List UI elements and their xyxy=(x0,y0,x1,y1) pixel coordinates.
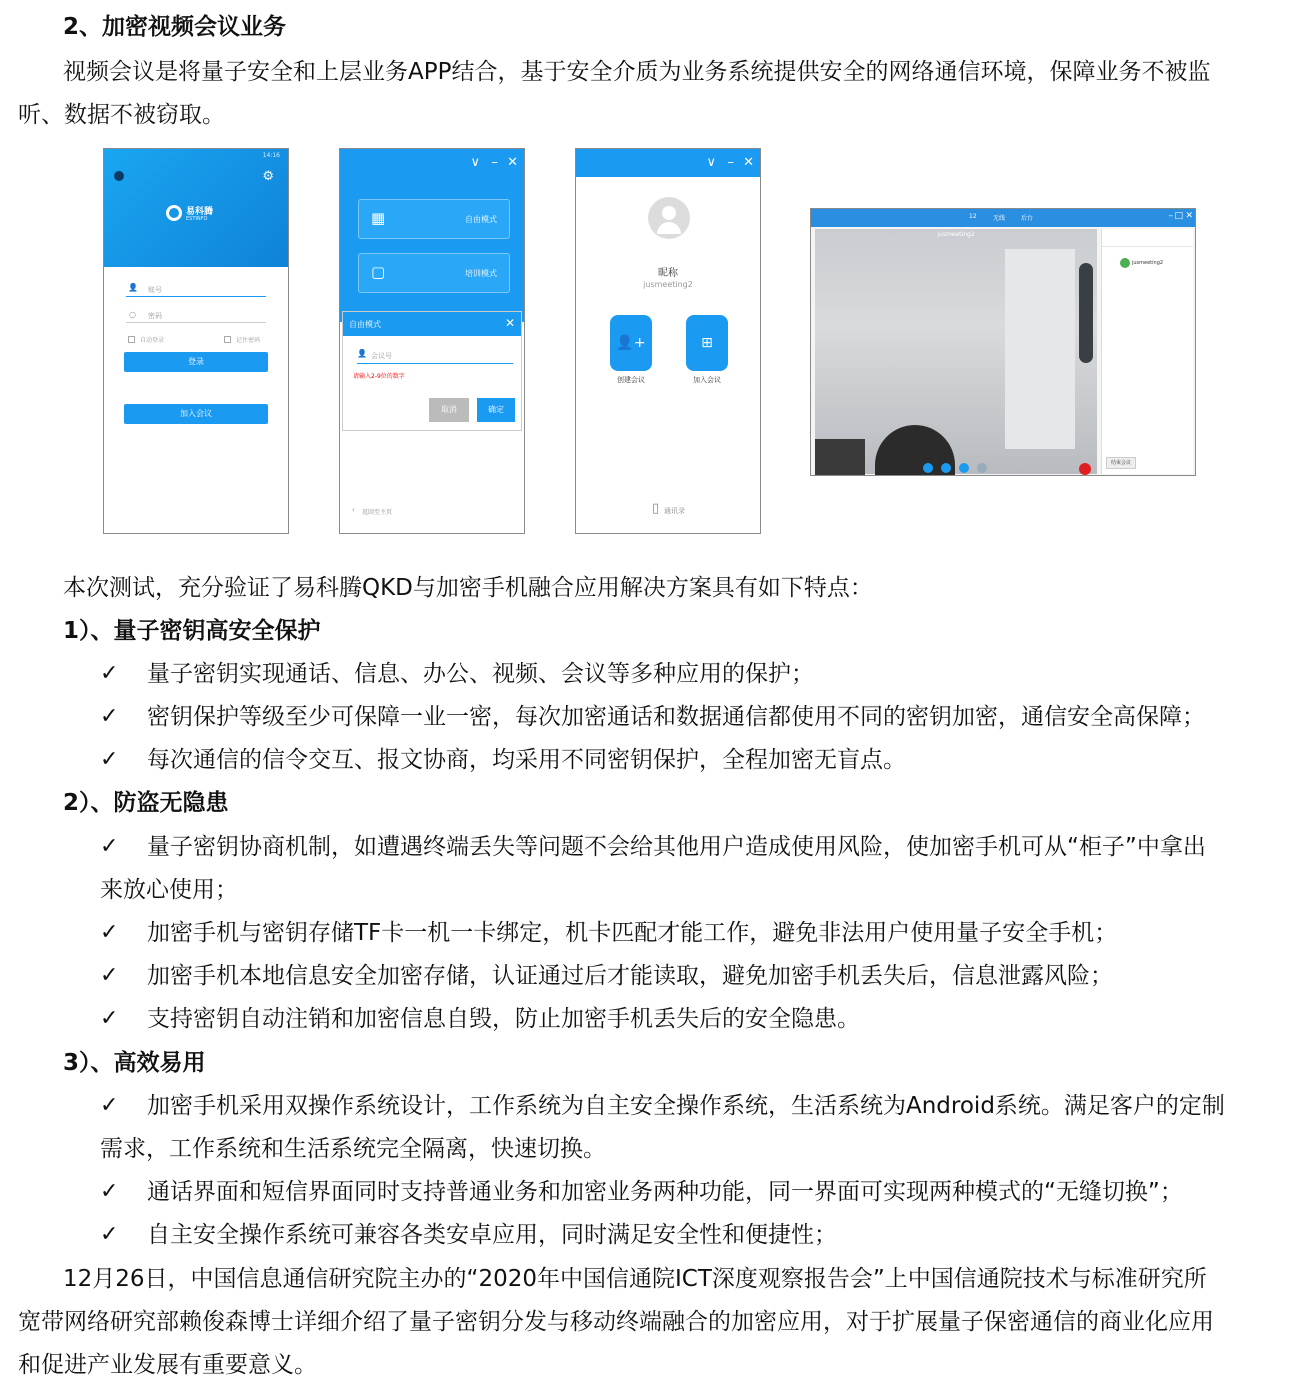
more-icon[interactable] xyxy=(977,463,987,473)
free-mode-button[interactable] xyxy=(358,199,510,239)
minimize-icon[interactable]: – xyxy=(727,155,734,170)
end-meeting-button[interactable]: 结束会议 xyxy=(1106,457,1136,469)
list-item: 密钥保护等级至少可保障一业一密，每次加密通话和数据通信都使用不同的密钥加密，通信安全高保障； xyxy=(147,704,1205,730)
training-mode-label: 培训模式 xyxy=(465,269,497,278)
meeting-number-field[interactable] xyxy=(357,348,513,364)
user-icon: 👤 xyxy=(357,349,367,358)
participant-panel xyxy=(1101,229,1193,474)
video-feed xyxy=(815,229,1097,474)
login-button[interactable]: 登录 xyxy=(124,352,268,372)
close-icon[interactable]: ✕ xyxy=(507,155,518,170)
video-titlebar xyxy=(811,209,1195,227)
meeting-number-placeholder: 会议号 xyxy=(371,352,392,360)
mode-titlebar xyxy=(340,149,524,177)
check-icon: ✓ xyxy=(100,1006,119,1031)
top-stat-2: 无线 xyxy=(993,215,1006,222)
participant-avatar xyxy=(1120,258,1130,268)
hangup-icon[interactable] xyxy=(1079,463,1091,475)
brand-name: 易科腾 xyxy=(186,207,214,217)
list-item: 加密手机本地信息安全加密存储，认证通过后才能读取，避免加密手机丢失后，信息泄露风险； xyxy=(147,963,1113,989)
list-item: 加密手机与密钥存储TF卡一机一卡绑定，机卡匹配才能工作，避免非法用户使用量子安全手机； xyxy=(147,920,1118,946)
top-stat-1: 12 xyxy=(969,213,977,220)
list-item-continuation: 需求，工作系统和生活系统完全隔离，快速切换。 xyxy=(100,1136,606,1162)
list-item: 量子密钥协商机制，如遭遇终端丢失等问题不会给其他用户造成使用风险，使加密手机可从“柜子”中拿出 xyxy=(147,834,1206,860)
check-icon: ✓ xyxy=(100,1093,119,1118)
list-item: 加密手机采用双操作系统设计，工作系统为自主安全操作系统，生活系统为Android系统。满足客户的定制 xyxy=(147,1093,1225,1119)
check-icon: ✓ xyxy=(100,704,119,729)
lock-icon: ○ xyxy=(129,310,136,319)
account-field[interactable] xyxy=(126,281,266,297)
minimize-icon[interactable]: – xyxy=(491,155,498,170)
dialog-titlebar xyxy=(343,312,521,336)
top-stat-3: 后台 xyxy=(1021,215,1034,222)
app-logo-icon xyxy=(114,171,124,181)
check-icon: ✓ xyxy=(100,834,119,859)
list-item-continuation: 来放心使用； xyxy=(100,877,238,903)
participant-tabs[interactable] xyxy=(1102,229,1193,247)
list-item: 量子密钥实现通话、信息、办公、视频、会议等多种应用的保护； xyxy=(147,661,814,687)
list-item: 每次通信的信令交互、报文协商，均采用不同密钥保护，全程加密无盲点。 xyxy=(147,747,906,773)
collapse-icon[interactable]: ∨ xyxy=(470,155,480,170)
close-icon[interactable]: ✕ xyxy=(743,155,754,170)
contacts-icon[interactable]: ▯ xyxy=(652,501,660,516)
brand-sub: ESTINFO xyxy=(186,216,208,222)
maximize-icon[interactable]: □ xyxy=(1174,211,1183,221)
dialog-close-icon[interactable]: ✕ xyxy=(504,316,515,330)
confirm-button[interactable]: 确定 xyxy=(477,398,515,422)
cancel-button[interactable]: 取消 xyxy=(429,398,469,422)
check-icon: ✓ xyxy=(100,920,119,945)
settings-gear-icon[interactable]: ⚙ xyxy=(262,169,274,184)
username: jusmeeting2 xyxy=(643,280,693,289)
closing-paragraph-line: 12月26日，中国信息通信研究院主办的“2020年中国信通院ICT深度观察报告会”上中国信通院技术与标准研究所 xyxy=(63,1266,1207,1292)
person-shape xyxy=(815,439,865,476)
close-icon[interactable]: ✕ xyxy=(1185,211,1193,221)
profile-screenshot xyxy=(575,148,761,534)
participant-name: jusmeeting2 xyxy=(1132,260,1164,266)
avatar-icon xyxy=(648,197,690,239)
list-item: 通话界面和短信界面同时支持普通业务和加密业务两种功能，同一界面可实现两种模式的“无缝切换”； xyxy=(147,1179,1183,1205)
password-field[interactable] xyxy=(126,307,266,323)
camera-icon[interactable] xyxy=(941,463,951,473)
collapse-icon[interactable]: ∨ xyxy=(706,155,716,170)
auto-login-label: 自动登录 xyxy=(140,337,165,344)
list-item: 自主安全操作系统可兼容各类安卓应用，同时满足安全性和便捷性； xyxy=(147,1222,837,1248)
error-text: 请输入2-9位的数字 xyxy=(353,373,405,380)
check-icon: ✓ xyxy=(100,1222,119,1247)
wall-panel xyxy=(1005,249,1075,449)
video-title: jusmeeting2 xyxy=(937,231,975,238)
check-icon: ✓ xyxy=(100,1179,119,1204)
features-intro: 本次测试，充分验证了易科腾QKD与加密手机融合应用解决方案具有如下特点： xyxy=(63,575,873,601)
training-mode-button[interactable] xyxy=(358,253,510,293)
section-2-heading: 2）、防盗无隐患 xyxy=(63,790,229,816)
remember-password-checkbox[interactable] xyxy=(224,336,231,343)
grid-icon: ▦ xyxy=(371,209,386,227)
free-mode-label: 自由模式 xyxy=(465,215,497,224)
create-meeting-button[interactable]: 👤+ xyxy=(610,315,652,371)
join-meeting-label: 加入会议 xyxy=(693,376,721,384)
dialog-title: 自由模式 xyxy=(349,320,381,329)
check-icon: ✓ xyxy=(100,661,119,686)
closing-paragraph-line: 宽带网络研究部赖俊森博士详细介绍了量子密钥分发与移动终端融合的加密应用，对于扩展量子保密通信的商业化应用 xyxy=(18,1309,1214,1335)
check-icon: ✓ xyxy=(100,963,119,988)
check-icon: ✓ xyxy=(100,747,119,772)
speaker-icon[interactable] xyxy=(959,463,969,473)
user-icon: 👤 xyxy=(128,283,138,292)
password-placeholder: 密码 xyxy=(148,312,162,320)
video-conference-screenshot xyxy=(810,208,1196,476)
auto-login-checkbox[interactable] xyxy=(128,336,135,343)
section-3-heading: 3）、高效易用 xyxy=(63,1050,206,1076)
profile-titlebar xyxy=(576,149,760,177)
back-chevron-icon[interactable]: ‹ xyxy=(352,506,355,514)
side-toolbar xyxy=(1079,263,1093,363)
remember-password-label: 记住密码 xyxy=(236,337,261,344)
section-1-heading: 1）、量子密钥高安全保护 xyxy=(63,618,321,644)
nickname: 昵称 xyxy=(658,268,678,279)
free-mode-dialog xyxy=(342,311,522,431)
join-meeting-button[interactable]: 加入会议 xyxy=(124,404,268,424)
section-heading: 2、加密视频会议业务 xyxy=(63,14,287,40)
minimize-icon[interactable]: – xyxy=(1168,211,1173,221)
login-screenshot xyxy=(103,148,289,534)
status-time: 14:16 xyxy=(262,152,280,159)
join-meeting-button[interactable]: ⊞ xyxy=(686,315,728,371)
estinfo-logo-icon xyxy=(166,205,182,221)
closing-paragraph-line: 和促进产业发展有重要意义。 xyxy=(18,1352,317,1378)
login-header-banner xyxy=(104,149,288,267)
contacts-label[interactable]: 通讯录 xyxy=(664,507,685,515)
account-placeholder: 账号 xyxy=(148,286,162,294)
create-meeting-label: 创建会议 xyxy=(617,376,645,384)
intro-paragraph-line: 听、数据不被窃取。 xyxy=(18,102,225,128)
intro-paragraph-line: 视频会议是将量子安全和上层业务APP结合，基于安全介质为业务系统提供安全的网络通信环境，保障业务不被监 xyxy=(63,59,1211,85)
mute-icon[interactable] xyxy=(923,463,933,473)
training-icon: ▢ xyxy=(371,263,386,281)
mode-screenshot xyxy=(339,148,525,534)
back-to-home-link[interactable]: 返回至主页 xyxy=(362,509,393,516)
list-item: 支持密钥自动注销和加密信息自毁，防止加密手机丢失后的安全隐患。 xyxy=(147,1006,860,1032)
